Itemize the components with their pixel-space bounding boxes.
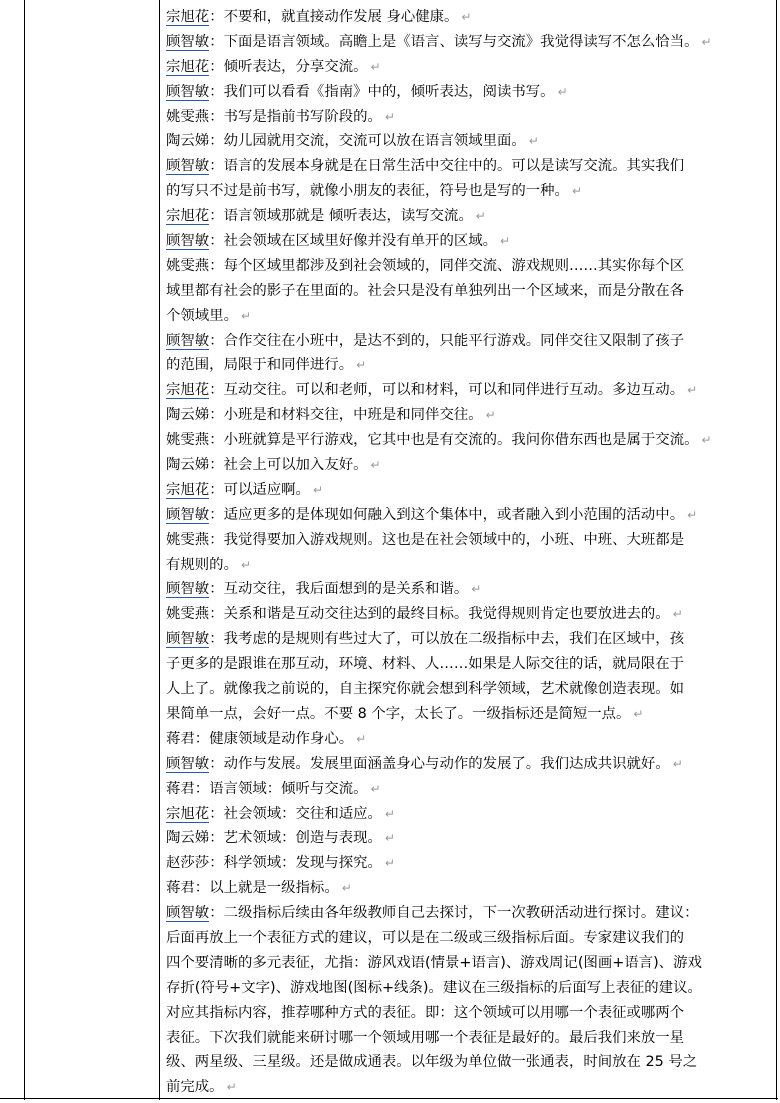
transcript-line [166, 677, 770, 702]
transcript-line [166, 353, 770, 378]
utterance-text: 对应其指标内容，推荐哪种方式的表征。即：这个领域可以用哪一个表征或哪两个 [166, 1004, 685, 1021]
speaker-name: 陶云娣 [166, 407, 210, 424]
paragraph-mark-icon: ↵ [384, 856, 395, 871]
utterance-text: ：科学领域：发现与探究。 [209, 855, 382, 872]
transcript-line [166, 901, 770, 926]
utterance-text: ：适应更多的是体现如何融入到这个集体中，或者融入到小范围的活动中。 [209, 506, 685, 523]
utterance-text: ：互动交往。可以和老师，可以和材料，可以和同伴进行互动。多边互动。 [209, 382, 685, 399]
transcript-line [166, 826, 770, 851]
utterance-text: 子更多的是跟谁在那互动，环境、材料、人……如果是人际交往的话，就局限在于 [166, 656, 685, 673]
speaker-name: 宗旭花 [166, 208, 210, 225]
paragraph-mark-icon: ↵ [633, 706, 644, 721]
utterance-text: ：可以适应啊。 [209, 481, 310, 498]
transcript-line [166, 279, 770, 304]
paragraph-mark-icon: ↵ [687, 383, 698, 398]
utterance-text: ：我觉得要加入游戏规则。这也是在社会领域中的，小班、中班、大班都是 [209, 531, 685, 548]
transcript-line [166, 428, 770, 453]
speaker-name: 顾智敏 [166, 755, 210, 772]
utterance-text: 有规则的。 [166, 556, 238, 573]
transcript-line [166, 154, 770, 179]
transcript-line [166, 80, 770, 105]
speaker-name: 顾智敏 [166, 581, 210, 598]
utterance-text: 表征。下次我们就能来研讨哪一个领域用哪一个表征是最好的。最后我们来放一星 [166, 1029, 685, 1046]
transcript-line [166, 503, 770, 528]
paragraph-mark-icon: ↵ [475, 209, 486, 224]
speaker-name: 陶云娣 [166, 457, 210, 474]
paragraph-mark-icon: ↵ [370, 781, 381, 796]
speaker-name: 顾智敏 [166, 506, 210, 523]
utterance-text: ：不要和，就直接动作发展 身心健康。 [209, 9, 459, 25]
utterance-text: 级、两星级、三星级。还是做成通表。以年级为单位做一张通表，时间放在 25 号之 [166, 1054, 698, 1071]
utterance-text: ：小班是和材料交往，中班是和同伴交往。 [209, 407, 483, 424]
utterance-text: 的范围，局限于和同伴进行。 [166, 357, 354, 374]
transcript-cell [166, 5, 770, 1100]
speaker-name: 蒋君 [166, 780, 195, 797]
utterance-text: ：小班就算是平行游戏，它其中也是有交流的。我问你借东西也是属于交流。 [209, 432, 699, 449]
paragraph-mark-icon: ↵ [672, 607, 683, 622]
speaker-name: 宗旭花 [166, 805, 210, 822]
speaker-name: 顾智敏 [166, 631, 210, 648]
paragraph-mark-icon: ↵ [312, 482, 323, 497]
speaker-name: 姚雯燕 [166, 432, 210, 449]
speaker-name: 宗旭花 [166, 382, 210, 399]
speaker-name: 姚雯燕 [166, 531, 210, 548]
transcript-line [166, 304, 770, 329]
utterance-text: ：关系和谐是互动交往达到的最终目标。我觉得规则肯定也要放进去的。 [209, 606, 670, 623]
utterance-text: ：下面是语言领域。高瞻上是《语言、读写与交流》我觉得读写不怎么恰当。 [209, 33, 699, 50]
transcript-line [166, 602, 770, 627]
transcript-line [166, 1026, 770, 1051]
speaker-name: 顾智敏 [166, 83, 210, 100]
paragraph-mark-icon: ↵ [571, 184, 583, 199]
utterance-text: ：我考虑的是规则有些过大了，可以放在二级指标中去，我们在区域中，孩 [209, 631, 685, 648]
transcript-line [166, 627, 770, 652]
paragraph-mark-icon: ↵ [226, 1080, 237, 1095]
utterance-text: ：每个区域里都涉及到社会领域的，同伴交流、游戏规则……其实你每个区 [209, 257, 685, 274]
transcript-line [166, 204, 770, 229]
utterance-text: 后面再放上一个表征方式的建议，可以是在二级或三级指标后面。专家建议我们的 [166, 929, 685, 946]
utterance-text: ：我们可以看看《指南》中的，倾听表达，阅读书写。 [209, 83, 555, 100]
table-border-right [776, 0, 777, 1100]
paragraph-mark-icon: ↵ [384, 831, 395, 846]
speaker-name: 姚雯燕 [166, 606, 210, 623]
speaker-name: 顾智敏 [166, 905, 210, 922]
utterance-text: 前完成。 [166, 1079, 224, 1096]
transcript-line [166, 403, 770, 428]
transcript-line [166, 1075, 770, 1100]
transcript-line [166, 702, 770, 727]
transcript-line [166, 926, 770, 951]
utterance-text: ：健康领域是动作身心。 [194, 730, 354, 747]
transcript-line [166, 179, 770, 204]
transcript-line [166, 951, 770, 976]
transcript-line [166, 254, 770, 279]
speaker-name: 陶云娣 [166, 133, 210, 150]
utterance-text: 的写只不过是前书写，就像小朋友的表征，符号也是写的一种。 [166, 183, 569, 200]
transcript-line [166, 478, 770, 503]
paragraph-mark-icon: ↵ [240, 308, 252, 323]
speaker-name: 姚雯燕 [166, 257, 210, 274]
transcript-line [166, 528, 770, 553]
paragraph-mark-icon: ↵ [528, 134, 539, 149]
speaker-name: 陶云娣 [166, 830, 210, 847]
utterance-text: 人上了。就像我之前说的，自主探究你就会想到科学领域，艺术就像创造表现。如 [166, 681, 685, 698]
utterance-text: ：合作交往在小班中，是达不到的，只能平行游戏。同伴交往又限制了孩子 [209, 332, 685, 349]
transcript-line [166, 553, 770, 578]
utterance-text: 域里都有社会的影子在里面的。社会只是没有单独列出一个区域来，而是分散在各 [166, 282, 685, 299]
paragraph-mark-icon: ↵ [370, 59, 381, 74]
paragraph-mark-icon: ↵ [461, 10, 472, 24]
transcript-line [166, 1050, 770, 1075]
transcript-line [166, 105, 770, 130]
speaker-name: 宗旭花 [166, 58, 210, 75]
transcript-line [166, 727, 770, 752]
speaker-name: 姚雯燕 [166, 108, 210, 125]
transcript-line [166, 5, 770, 30]
paragraph-mark-icon: ↵ [701, 433, 712, 448]
paragraph-mark-icon: ↵ [672, 756, 683, 771]
utterance-text: ：语言领域那就是 倾听表达，读写交流。 [209, 208, 473, 225]
utterance-text: 个领域里。 [166, 307, 238, 324]
utterance-text: ：书写是指前书写阶段的。 [209, 108, 382, 125]
speaker-name: 顾智敏 [166, 158, 210, 175]
utterance-text: ：以上就是一级指标。 [194, 880, 339, 897]
paragraph-mark-icon: ↵ [557, 84, 568, 99]
utterance-text: ：艺术领域：创造与表现。 [209, 830, 382, 847]
paragraph-mark-icon: ↵ [471, 582, 482, 597]
transcript-line [166, 851, 770, 876]
transcript-line [166, 453, 770, 478]
utterance-text: ：二级指标后续由各年级教师自己去探讨，下一次教研活动进行探讨。建议： [209, 905, 699, 922]
speaker-name: 宗旭花 [166, 9, 210, 25]
speaker-name: 赵莎莎 [166, 855, 210, 872]
paragraph-mark-icon: ↵ [341, 881, 352, 896]
paragraph-mark-icon: ↵ [356, 358, 367, 373]
table-border-column [159, 0, 160, 1100]
speaker-name: 顾智敏 [166, 332, 210, 349]
paragraph-mark-icon: ↵ [370, 458, 381, 473]
utterance-text: ：社会领域在区域里好像并没有单开的区域。 [209, 233, 498, 250]
paragraph-mark-icon: ↵ [240, 557, 252, 572]
paragraph-mark-icon: ↵ [384, 109, 395, 124]
transcript-line [166, 329, 770, 354]
table-border-left-inner [24, 0, 25, 1100]
transcript-line [166, 229, 770, 254]
utterance-text: 存折(符号+文字)、游戏地图(图标+线条)。建议在三级指标的后面写上表征的建议。 [166, 979, 702, 996]
utterance-text: ：倾听表达，分享交流。 [209, 58, 368, 75]
transcript-line [166, 55, 770, 80]
paragraph-mark-icon: ↵ [356, 731, 367, 746]
speaker-name: 蒋君 [166, 730, 195, 747]
utterance-text: ：社会领域：交往和适应。 [209, 805, 382, 822]
paragraph-mark-icon: ↵ [687, 507, 698, 522]
speaker-name: 顾智敏 [166, 233, 210, 250]
utterance-text: ：互动交往，我后面想到的是关系和谐。 [209, 581, 469, 598]
transcript-line [166, 802, 770, 827]
utterance-text: ：社会上可以加入友好。 [209, 457, 368, 474]
utterance-text: ：幼儿园就用交流，交流可以放在语言领域里面。 [209, 133, 526, 150]
transcript-line [166, 976, 770, 1001]
paragraph-mark-icon: ↵ [485, 408, 496, 423]
transcript-line [166, 378, 770, 403]
paragraph-mark-icon: ↵ [701, 34, 712, 49]
transcript-line [166, 30, 770, 55]
speaker-name: 顾智敏 [166, 33, 210, 50]
utterance-text: ：语言领域：倾听与交流。 [194, 780, 368, 797]
transcript-line [166, 577, 770, 602]
paragraph-mark-icon: ↵ [384, 806, 395, 821]
utterance-text: ：语言的发展本身就是在日常生活中交往中的。可以是读写交流。其实我们 [209, 158, 685, 175]
transcript-line [166, 129, 770, 154]
utterance-text: 四个要清晰的多元表征，尤指：游风戏语(情景+语言)、游戏周记(图画+语言)、游戏 [166, 954, 702, 971]
paragraph-mark-icon: ↵ [500, 234, 511, 249]
transcript-line [166, 1001, 770, 1026]
transcript-line [166, 777, 770, 802]
transcript-line [166, 752, 770, 777]
utterance-text: ：动作与发展。发展里面涵盖身心与动作的发展了。我们达成共识就好。 [209, 755, 670, 772]
speaker-name: 蒋君 [166, 880, 195, 897]
utterance-text: 果简单一点，会好一点。不要 8 个字，太长了。一级指标还是简短一点。 [166, 705, 631, 722]
speaker-name: 宗旭花 [166, 481, 210, 498]
transcript-line [166, 652, 770, 677]
transcript-line [166, 876, 770, 901]
